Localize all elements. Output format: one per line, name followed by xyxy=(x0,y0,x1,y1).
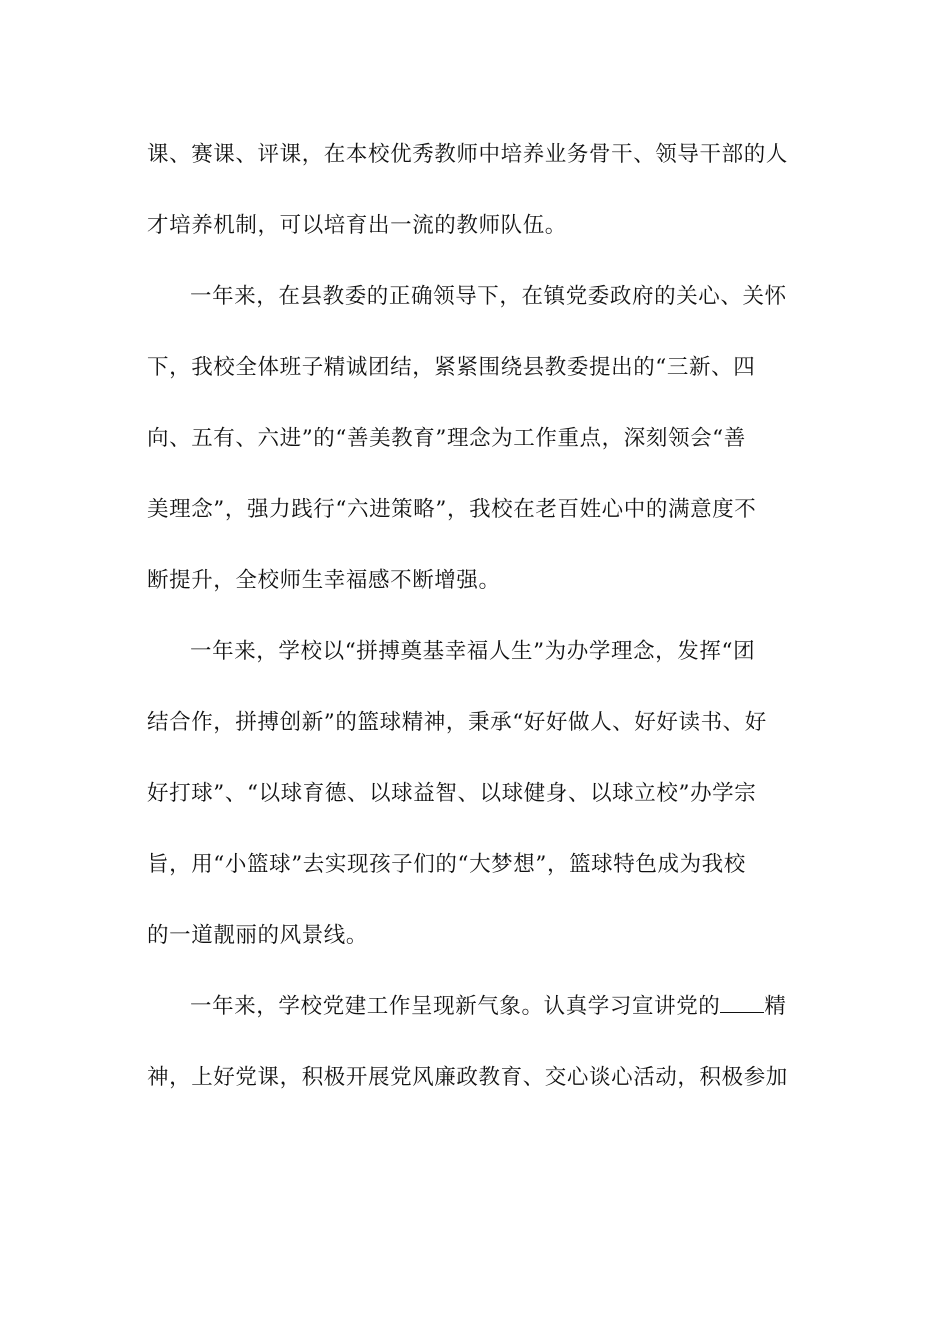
text-line: 课、赛课、评课，在本校优秀教师中培养业务骨干、领导干部的人 xyxy=(147,142,788,167)
paragraph-first-line: 一年来，学校以“拼搏奠基幸福人生”为办学理念，发挥“团 xyxy=(190,639,756,664)
text-segment: 一年来，学校党建工作呈现新气象。认真学习宣讲党的 xyxy=(190,994,721,1019)
text-line: 向、五有、六进”的“善美教育”理念为工作重点，深刻领会“善 xyxy=(147,426,746,451)
text-segment: 精 xyxy=(764,994,787,1019)
text-line: 的一道靓丽的风景线。 xyxy=(147,923,369,948)
text-line: 结合作，拼搏创新”的篮球精神，秉承“好好做人、好好读书、好 xyxy=(147,710,767,735)
text-line: 才培养机制，可以培育出一流的教师队伍。 xyxy=(147,213,567,238)
text-line: 神，上好党课，积极开展党风廉政教育、交心谈心活动，积极参加 xyxy=(147,1065,788,1090)
text-line: 下，我校全体班子精诚团结，紧紧围绕县教委提出的“三新、四 xyxy=(147,355,756,380)
text-line: 断提升，全校师生幸福感不断增强。 xyxy=(147,568,501,593)
text-line: 好打球”、“以球育德、以球益智、以球健身、以球立校”办学宗 xyxy=(147,781,757,806)
paragraph-first-line: 一年来，在县教委的正确领导下，在镇党委政府的关心、关怀 xyxy=(190,284,787,309)
text-line: 美理念”，强力践行“六进策略”，我校在老百姓心中的满意度不 xyxy=(147,497,757,522)
fill-in-blank xyxy=(720,992,764,1013)
text-line: 旨，用“小篮球”去实现孩子们的“大梦想”，篮球特色成为我校 xyxy=(147,852,746,877)
paragraph-first-line xyxy=(190,987,807,1027)
